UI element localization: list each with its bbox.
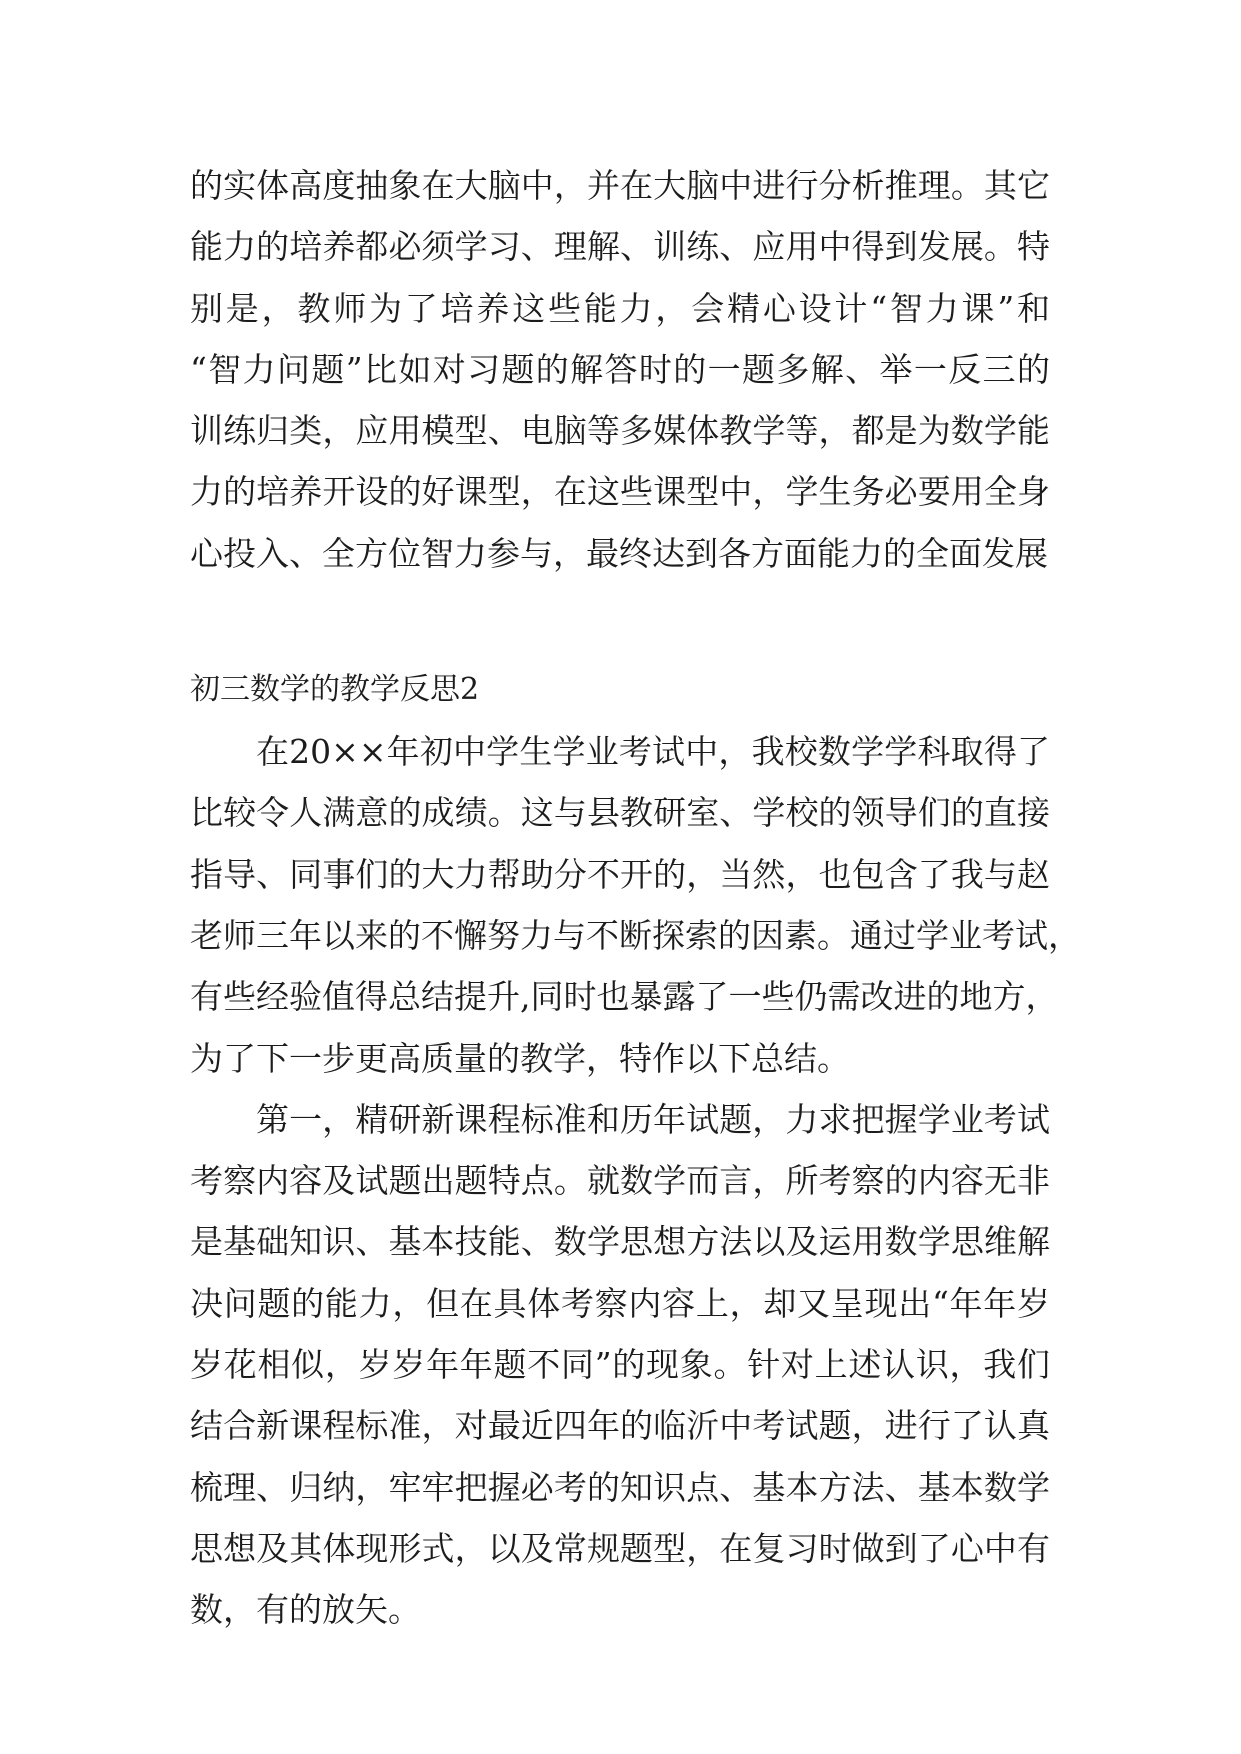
paragraph-line: 训练归类，应用模型、电脑等多媒体教学等，都是为数学能 — [190, 411, 1050, 451]
paragraph-line: 考察内容及试题出题特点。就数学而言，所考察的内容无非 — [190, 1161, 1050, 1201]
paragraph-line: 结合新课程标准，对最近四年的临沂中考试题，进行了认真 — [190, 1406, 1050, 1446]
paragraph-line: 有些经验值得总结提升,同时也暴露了一些仍需改进的地方， — [190, 977, 1059, 1017]
paragraph-line: 老师三年以来的不懈努力与不断探索的因素。通过学业考试， — [190, 915, 1081, 955]
document-body — [190, 155, 1081, 1641]
paragraph-line: 是基础知识、基本技能、数学思想方法以及运用数学思维解 — [190, 1222, 1050, 1262]
section-spacer — [190, 584, 1050, 659]
paragraph-line: 力的培养开设的好课型，在这些课型中，学生务必要用全身 — [190, 472, 1050, 512]
paragraph-line: 心投入、全方位智力参与，最终达到各方面能力的全面发展 — [190, 533, 1048, 573]
intro-paragraph — [190, 155, 1050, 584]
paragraph-1 — [190, 721, 1081, 1089]
paragraph-line: 能力的培养都必须学习、理解、训练、应用中得到发展。特 — [190, 227, 1050, 267]
paragraph-line: 思想及其体现形式，以及常规题型，在复习时做到了心中有 — [190, 1528, 1050, 1568]
paragraph-line: 第一，精研新课程标准和历年试题，力求把握学业考试 — [256, 1099, 1050, 1139]
paragraph-line: 别是，教师为了培养这些能力，会精心设计“智力课”和 — [190, 288, 1050, 328]
section-heading: 初三数学的教学反思2 — [190, 672, 480, 708]
paragraph-line: 决问题的能力，但在具体考察内容上，却又呈现出“年年岁 — [190, 1283, 1050, 1323]
paragraph-line: 岁花相似，岁岁年年题不同”的现象。针对上述认识，我们 — [190, 1345, 1050, 1385]
paragraph-line: “智力问题”比如对习题的解答时的一题多解、举一反三的 — [190, 349, 1050, 389]
paragraph-2 — [190, 1089, 1050, 1641]
paragraph-line: 的实体高度抽象在大脑中，并在大脑中进行分析推理。其它 — [190, 166, 1050, 205]
paragraph-line: 数，有的放矢。 — [190, 1590, 421, 1630]
paragraph-line: 比较令人满意的成绩。这与县教研室、学校的领导们的直接 — [190, 793, 1050, 833]
paragraph-line: 梳理、归纳，牢牢把握必考的知识点、基本方法、基本数学 — [190, 1467, 1050, 1507]
paragraph-line: 在20××年初中学生学业考试中，我校数学学科取得了 — [256, 732, 1050, 772]
paragraph-line: 为了下一步更高质量的教学，特作以下总结。 — [190, 1038, 850, 1078]
paragraph-line: 指导、同事们的大力帮助分不开的，当然，也包含了我与赵 — [190, 854, 1050, 894]
